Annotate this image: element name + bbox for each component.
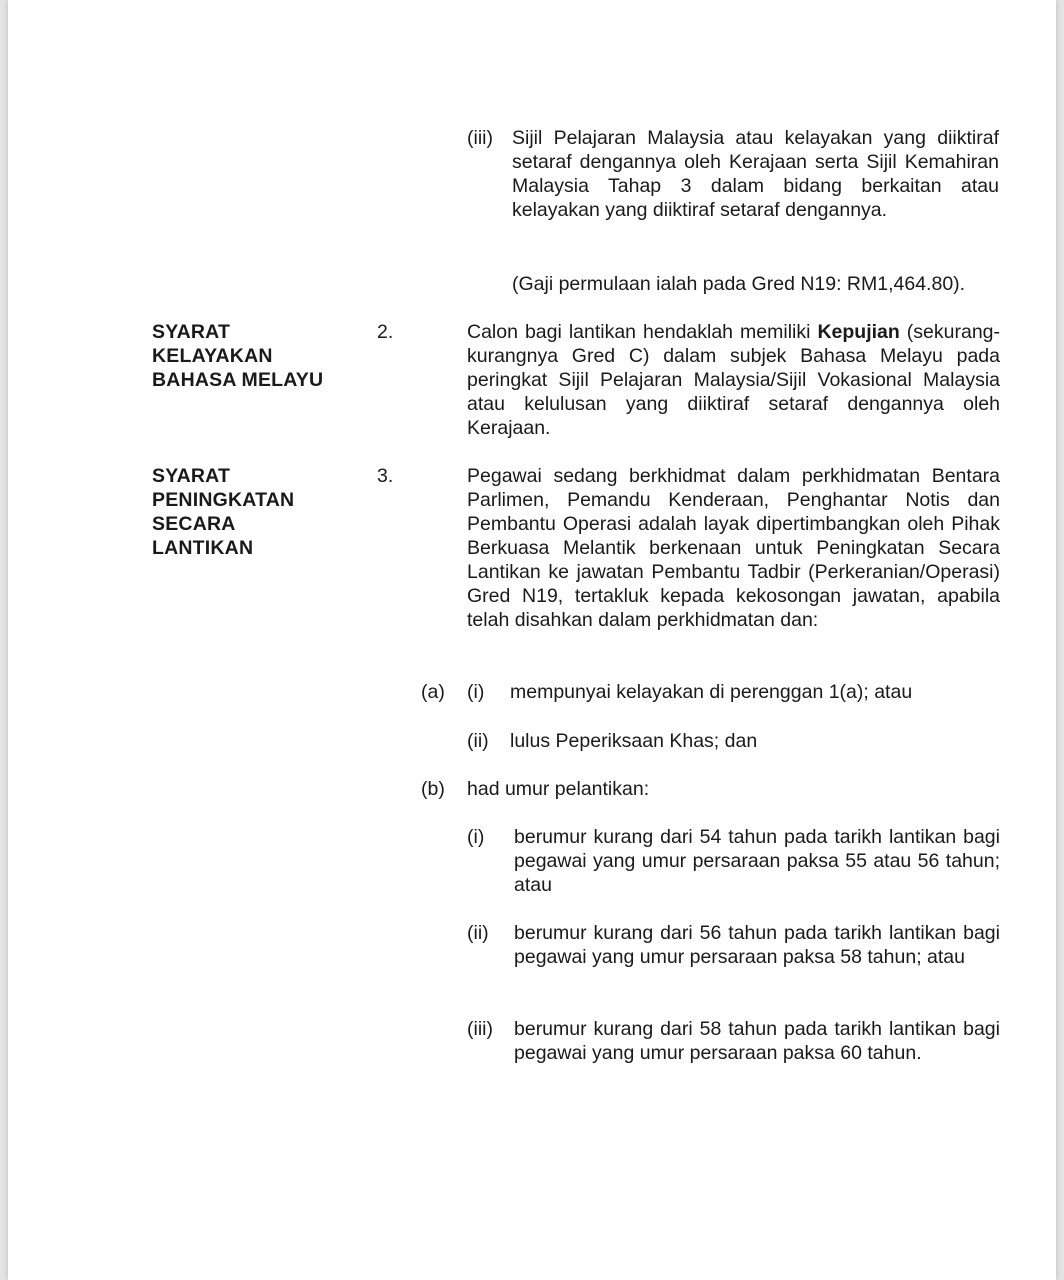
clause-b-text: had umur pelantikan: (467, 778, 650, 800)
section3-heading-line: PENINGKATAN (152, 489, 295, 511)
section2-text-part: Calon bagi lantikan hendaklah memiliki (467, 321, 818, 343)
section2-bold-term: Kepujian (817, 321, 900, 343)
salary-note: (Gaji permulaan ialah pada Gred N19: RM1,464.80). (512, 273, 966, 295)
item-iii-text: Sijil Pelajaran Malaysia atau kelayakan yang diiktiraf setaraf dengannya oleh Kerajaan serta Sijil Kemahiran Malaysia Tahap 3 dalam bidang berkaitan atau kelayakan yang diiktiraf setaraf dengannya. (512, 127, 999, 221)
section3-heading-line: LANTIKAN (152, 537, 254, 559)
clause-a-marker: (a) (421, 681, 445, 703)
clause-b-iii-marker: (iii) (467, 1018, 493, 1040)
clause-b-iii-text: berumur kurang dari 58 tahun pada tarikh lantikan bagi pegawai yang umur persaraan paksa 60 tahun. (514, 1018, 1000, 1064)
clause-b-marker: (b) (421, 778, 445, 800)
section3-heading (152, 464, 294, 560)
clause-b-i-marker: (i) (467, 826, 485, 848)
clause-a-ii-text: lulus Peperiksaan Khas; dan (510, 730, 758, 752)
clause-a-i-text: mempunyai kelayakan di perenggan 1(a); atau (510, 681, 913, 703)
section2-heading-line: SYARAT (152, 321, 231, 343)
section2-text (467, 320, 1000, 440)
clause-b-ii-marker: (ii) (467, 922, 489, 944)
clause-b-i-text: berumur kurang dari 54 tahun pada tarikh lantikan bagi pegawai yang umur persaraan paksa 55 atau 56 tahun; atau (514, 826, 1000, 896)
section3-heading-line: SYARAT (152, 465, 231, 487)
section2-text-part: (sekurang-kurangnya Gred C) dalam subjek Bahasa Melayu pada peringkat Sijil Pelajaran Malaysia/Sijil Vokasional Malaysia atau kelulusan yang diiktiraf setaraf dengannya oleh Kerajaan. (467, 321, 1001, 439)
section2-heading-line: BAHASA MELAYU (152, 369, 324, 391)
clause-b-ii-text: berumur kurang dari 56 tahun pada tarikh lantikan bagi pegawai yang umur persaraan paksa 58 tahun; atau (514, 922, 1000, 968)
section2-heading-line: KELAYAKAN (152, 345, 273, 367)
item-iii-marker: (iii) (467, 127, 493, 149)
section3-heading-line: SECARA (152, 513, 236, 535)
section2-heading (152, 320, 323, 392)
clause-a-i-marker: (i) (467, 681, 485, 703)
clause-a-ii-marker: (ii) (467, 730, 489, 752)
section3-number: 3. (377, 465, 394, 487)
section2-number: 2. (377, 321, 394, 343)
section3-text: Pegawai sedang berkhidmat dalam perkhidmatan Bentara Parlimen, Pemandu Kenderaan, Penghantar Notis dan Pembantu Operasi adalah layak dipertimbangkan oleh Pihak Berkuasa Melantik berkenaan untuk Peningkatan Secara Lantikan ke jawatan Pembantu Tadbir (Perkeranian/Operasi) Gred N19, tertakluk kepada kekosongan jawatan, apabila telah disahkan dalam perkhidmatan dan: (467, 465, 1000, 631)
